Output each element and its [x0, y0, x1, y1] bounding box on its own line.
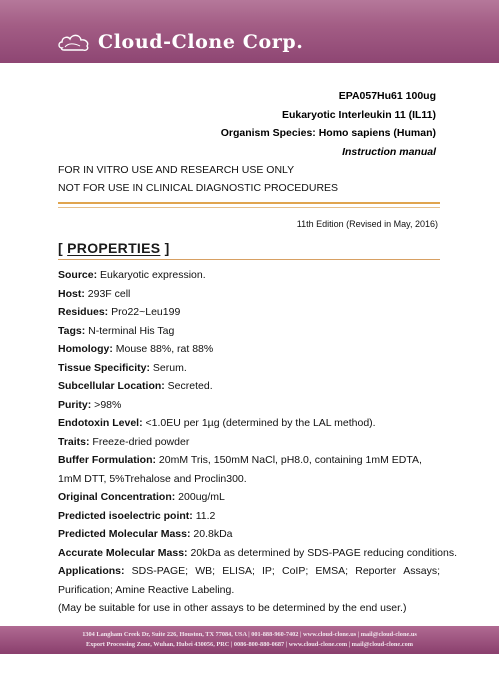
- divider-orange: [58, 202, 440, 204]
- brand-name: Cloud-Clone Corp.: [98, 31, 304, 53]
- property-applications: Applications: SDS-PAGE; WB; ELISA; IP; CoIP; EMSA; Reporter Assays;: [58, 565, 440, 577]
- brand-logo: [56, 30, 303, 54]
- property-original-concentration: Original Concentration: 200ug/mL: [58, 491, 225, 503]
- properties-list: [58, 268, 458, 620]
- research-use-notice: FOR IN VITRO USE AND RESEARCH USE ONLY: [58, 164, 295, 176]
- document-type: Instruction manual: [342, 146, 436, 158]
- property-isoelectric-point: Predicted isoelectric point: 11.2: [58, 509, 216, 522]
- property-residues: Residues: Pro22~Leu199: [58, 306, 181, 318]
- section-title: [ PROPERTIES ]: [58, 240, 170, 256]
- footer-us-address: 1304 Langham Creek Dr, Suite 226, Houston, TX 77084, USA | 001-888-960-7402 | www.cloud-clone.us | mail@cloud-clone.us: [82, 631, 417, 638]
- property-accurate-mass: Accurate Molecular Mass: 20kDa as determined by SDS-PAGE reducing conditions.: [58, 546, 458, 559]
- property-subcellular-location: Subcellular Location: Secreted.: [58, 380, 213, 392]
- property-source: Source: Eukaryotic expression.: [58, 269, 206, 281]
- property-purity: Purity: >98%: [58, 398, 122, 411]
- property-traits: Traits: Freeze-dried powder: [58, 435, 190, 448]
- property-buffer-formulation-cont: 1mM DTT, 5%Trehalose and Proclin300.: [58, 472, 247, 485]
- header-band: [0, 0, 499, 63]
- property-host: Host: 293F cell: [58, 287, 131, 300]
- property-tags: Tags: N-terminal His Tag: [58, 324, 175, 337]
- applications-note: (May be suitable for use in other assays to be determined by the end user.): [58, 602, 407, 614]
- catalog-number: EPA057Hu61 100ug: [338, 90, 436, 102]
- product-name: Eukaryotic Interleukin 11 (IL11): [281, 109, 436, 121]
- footer-prc-address: Export Processing Zone, Wuhan, Hubei 430056, PRC | 0086-800-880-0687 | www.cloud-clone.com | mail@cloud-clone.com: [86, 641, 413, 648]
- property-predicted-mass: Predicted Molecular Mass: 20.8kDa: [58, 528, 233, 540]
- edition-note: 11th Edition (Revised in May, 2016): [296, 219, 438, 229]
- property-tissue-specificity: Tissue Specificity: Serum.: [58, 361, 187, 374]
- property-homology: Homology: Mouse 88%, rat 88%: [58, 343, 214, 355]
- cloud-logo-icon: [56, 31, 92, 53]
- property-applications-cont: Purification; Amine Reactive Labeling.: [58, 583, 235, 596]
- clinical-use-notice: NOT FOR USE IN CLINICAL DIAGNOSTIC PROCEDURES: [58, 182, 339, 194]
- footer-band: [0, 626, 499, 654]
- property-endotoxin-level: Endotoxin Level: <1.0EU per 1µg (determined by the LAL method).: [58, 417, 376, 429]
- property-buffer-formulation: Buffer Formulation: 20mM Tris, 150mM NaCl, pH8.0, containing 1mM EDTA,: [58, 454, 422, 466]
- organism-species: Organism Species: Homo sapiens (Human): [220, 127, 436, 139]
- section-divider: [58, 259, 440, 260]
- divider-orange-thin: [58, 207, 440, 208]
